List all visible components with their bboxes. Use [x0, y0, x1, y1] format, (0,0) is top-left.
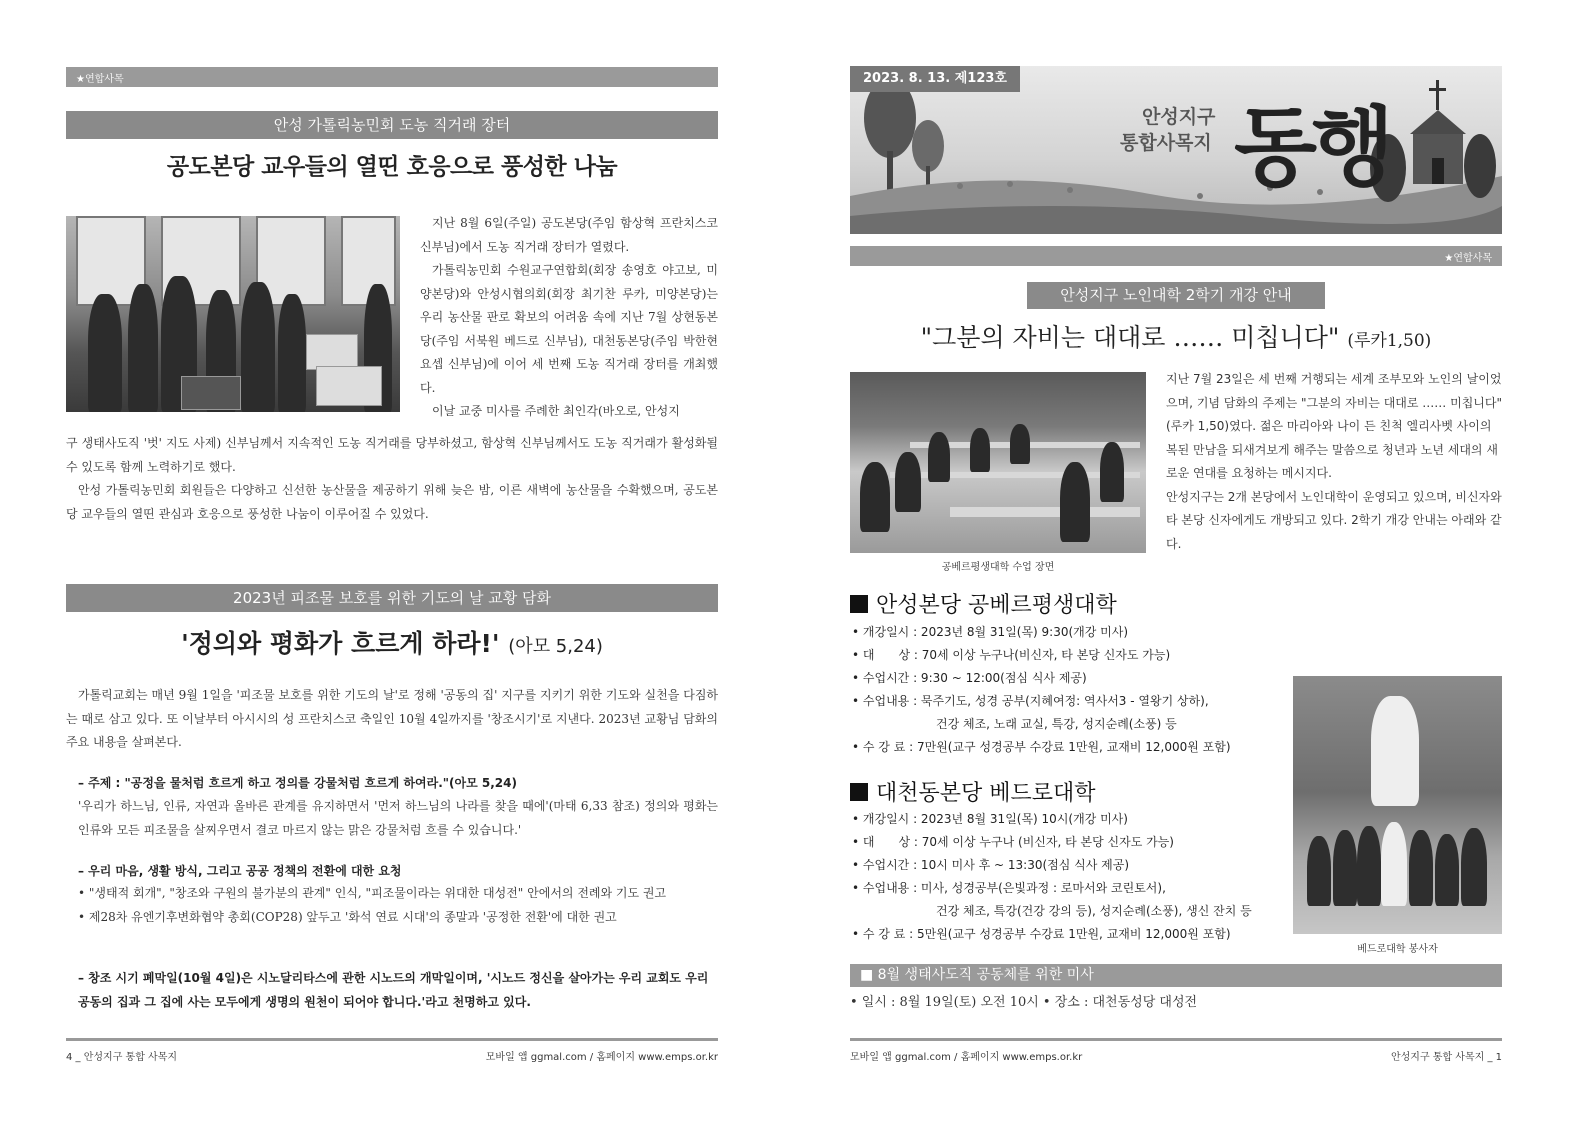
footer-contact-right: 모바일 앱 ggmal.com / 홈페이지 www.emps.or.kr	[850, 1052, 1083, 1063]
article1-body-top	[420, 212, 718, 424]
uni1-details	[852, 621, 1292, 759]
market-photo	[66, 216, 400, 412]
article1-para4: 안성 가톨릭농민회 회원들은 다양하고 신선한 농산물을 제공하기 위해 늦은 밤, 이른 새벽에 농산물을 수확했으며, 공도본당 교우들의 열띤 관심과 호응으로 풍성한 나눔이 이루어질 수 있었다.	[66, 483, 718, 521]
point2-bullet2: • 제28차 유엔기후변화협약 총회(COP28) 앞두고 '화석 연료 시대'의 종말과 '공정한 전환'에 대한 권고	[78, 910, 617, 924]
square-bullet-icon	[850, 595, 868, 613]
mass-notice-info: • 일시 : 8월 19일(토) 오전 10시 • 장소 : 대천동성당 대성전	[850, 995, 1198, 1010]
article2-section-header: 2023년 피조물 보호를 위한 기도의 날 교황 담화	[66, 584, 718, 612]
uni1-heading	[850, 588, 1117, 619]
uni2-heading	[850, 776, 1096, 807]
article2-point3	[78, 966, 718, 1014]
point2-bullet1: • "생태적 회개", "창조와 구원의 불가분의 관계" 인식, "피조물이라는 위대한 대성전" 안에서의 전례와 기도 권고	[78, 886, 667, 900]
uni2-row: • 수업시간 : 10시 미사 후 ~ 13:30(점심 식사 제공)	[852, 858, 1130, 872]
point1-body: '우리가 하느님, 인류, 자연과 올바른 관계를 유지하면서 '먼저 하느님의 나라를 찾을 때에'(마태 6,33 참조) 정의와 평화는 인류와 모든 피조물을 살찌우면서 결코 마르지 않는 맑은 강물처럼 흐를 수 있습니다.'	[78, 799, 718, 837]
masthead-subtitle-2: 통합사목지	[1120, 132, 1212, 154]
article1-para1: 지난 8월 6일(주일) 공도본당(주임 함상혁 프란치스코 신부님)에서 도농 직거래 장터가 열렸다.	[420, 216, 718, 254]
square-bullet-icon	[850, 783, 868, 801]
article2-title	[66, 624, 718, 660]
uni1-row: • 수 강 료 : 7만원(교구 성경공부 수강료 1만원, 교재비 12,000원 포함)	[852, 740, 1231, 754]
article1-para3-start: 이날 교중 미사를 주례한 최인각(바오로, 안성지	[432, 404, 680, 418]
masthead-subtitle-1: 안성지구	[1142, 106, 1216, 128]
seniors-para1: 지난 7월 23일은 세 번째 거행되는 세계 조부모와 노인의 날이었으며, 기념 담화의 주제는 "그분의 자비는 대대로 …… 미칩니다"(루카 1,50)였다. 젊은 마리아와 나이 든 친척 엘리사벳 사이의 복된 만남을 되새겨보게 해주는 말씀으로 청년과 노년 세대의 새로운 연대를 요청하는 메시지다.	[1166, 372, 1502, 480]
seniors-section-header: 안성지구 노인대학 2학기 개강 안내	[1027, 282, 1325, 309]
article1-title: 공도본당 교우들의 열띤 호응으로 풍성한 나눔	[166, 154, 618, 180]
uni2-title: 대천동본당 베드로대학	[876, 781, 1096, 806]
uni1-row: 건강 체조, 노래 교실, 특강, 성지순례(소풍) 등	[852, 717, 1177, 731]
article2-intro-text: 가톨릭교회는 매년 9월 1일을 '피조물 보호를 위한 기도의 날'로 정해 '공동의 집' 지구를 지키기 위한 기도와 실천을 다짐하는 때로 삼고 있다. 또 이날부터 아시시의 성 프란치스코 축일인 10월 4일까지를 '창조시기'로 지낸다. 2023년 교황님 담화의 주요 내용을 살펴본다.	[66, 688, 718, 749]
article2-intro	[66, 684, 718, 755]
point1-heading: – 주제 : "공정을 물처럼 흐르게 하고 정의를 강물처럼 흐르게 하여라."(아모 5,24)	[78, 776, 517, 790]
seniors-title-ref: (루카1,50)	[1347, 331, 1432, 351]
uni2-row: • 대 상 : 70세 이상 누구나 (비신자, 타 본당 신자도 가능)	[852, 835, 1174, 849]
seniors-para2: 안성지구는 2개 본당에서 노인대학이 운영되고 있으며, 비신자와 타 본당 신자에게도 개방되고 있다. 2학기 개강 안내는 아래와 같다.	[1166, 489, 1502, 551]
article2-point2	[78, 860, 718, 930]
footer-page-label-right: 안성지구 통합 사목지 _ 1	[1390, 1052, 1502, 1063]
mass-notice-bar: ■ 8월 생태사도직 공동체를 위한 미사	[850, 964, 1502, 987]
point3-text: – 창조 시기 폐막일(10월 4일)은 시노달리타스에 관한 시노드의 개막일이며, '시노드 정신을 살아가는 우리 교회도 우리 공동의 집과 그 집에 사는 모두에게 생명의 원천이 되어야 합니다.'라고 천명하고 있다.	[78, 971, 709, 1009]
uni1-row: • 대 상 : 70세 이상 누구나(비신자, 타 본당 신자도 가능)	[852, 648, 1171, 662]
uni1-row: • 수업시간 : 9:30 ~ 12:00(점심 식사 제공)	[852, 671, 1087, 685]
article2-title-text: '정의와 평화가 흐르게 하라!'	[181, 629, 500, 658]
article1-para2: 가톨릭농민회 수원교구연합회(회장 송영호 야고보, 미양본당)와 안성시협의회(회장 최기찬 루카, 미양본당)는 우리 농산물 판로 확보의 어려움 속에 지난 7월 상현동본당(주임 서북원 베드로 신부님), 대천동본당(주임 박한현 요셉 신부님)에 이어 세 번째 도농 직거래 장터를 개최했다.	[420, 263, 718, 395]
right-section-tag: ★연합사목	[850, 246, 1502, 266]
article1-para3: 구 생태사도직 '벗' 지도 사제) 신부님께서 지속적인 도농 직거래를 당부하셨고, 함상혁 신부님께서도 도농 직거래가 활성화될 수 있도록 함께 노력하기로 했다.	[66, 436, 718, 474]
uni2-row: • 개강일시 : 2023년 8월 31일(목) 10시(개강 미사)	[852, 812, 1128, 826]
footer-divider-right	[850, 1038, 1502, 1041]
uni1-title: 안성본당 공베르평생대학	[876, 593, 1117, 618]
classroom-photo	[850, 372, 1146, 553]
classroom-photo-caption: 공베르평생대학 수업 장면	[941, 562, 1055, 573]
masthead-logo: 동행	[1234, 97, 1389, 198]
footer-divider-left	[66, 1038, 718, 1041]
article2-point1	[78, 772, 718, 842]
issue-date: 2023. 8. 13. 제123호	[850, 66, 1020, 92]
footer-page-label-left: 4 _ 안성지구 통합 사목지	[66, 1052, 178, 1063]
article1-section-header: 안성 가톨릭농민회 도농 직거래 장터	[66, 111, 718, 139]
left-section-tag: ★연합사목	[66, 67, 718, 87]
uni2-row: • 수 강 료 : 5만원(교구 성경공부 수강료 1만원, 교재비 12,000원 포함)	[852, 927, 1231, 941]
article1-body-bottom	[66, 432, 718, 526]
article2-title-ref: (아모 5,24)	[508, 636, 603, 657]
uni2-row: 건강 체조, 특강(건강 강의 등), 성지순례(소풍), 생신 잔치 등	[852, 904, 1252, 918]
uni1-row: • 개강일시 : 2023년 8월 31일(목) 9:30(개강 미사)	[852, 625, 1129, 639]
seniors-body	[1166, 368, 1502, 556]
footer-contact-left: 모바일 앱 ggmal.com / 홈페이지 www.emps.or.kr	[485, 1052, 718, 1063]
uni2-row: • 수업내용 : 미사, 성경공부(은빛과정 : 로마서와 코린토서),	[852, 881, 1166, 895]
point2-heading: – 우리 마음, 생활 방식, 그리고 공공 정책의 전환에 대한 요청	[78, 864, 402, 878]
seniors-title-text: "그분의 자비는 대대로 …… 미칩니다"	[920, 323, 1340, 352]
seniors-title	[850, 318, 1502, 354]
uni1-row: • 수업내용 : 묵주기도, 성경 공부(지혜여정: 역사서3 - 열왕기 상하),	[852, 694, 1209, 708]
volunteers-photo	[1293, 676, 1502, 934]
volunteers-photo-caption: 베드로대학 봉사자	[1357, 944, 1438, 955]
uni2-details	[852, 808, 1292, 946]
